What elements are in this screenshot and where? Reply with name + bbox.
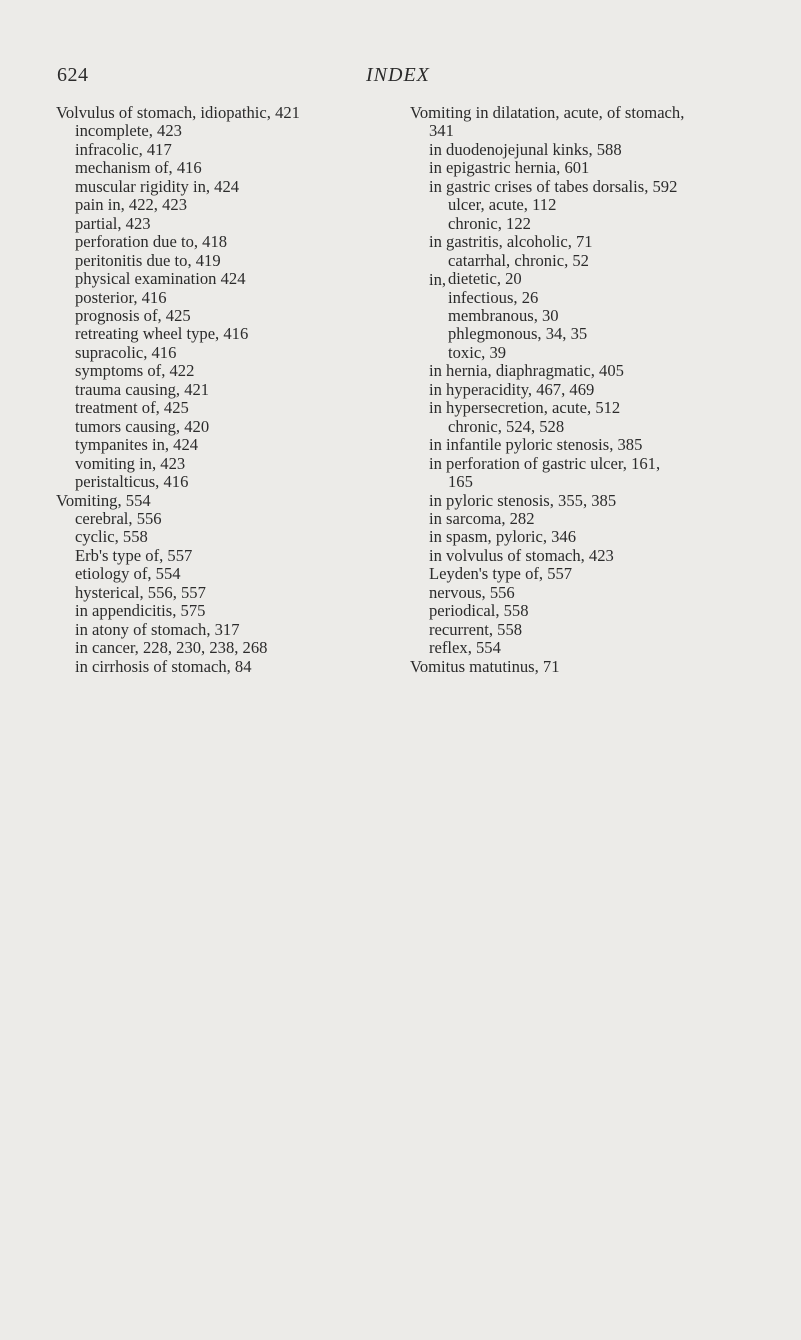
index-entry: in appendicitis, 575 xyxy=(75,601,206,621)
index-entry: in volvulus of stomach, 423 xyxy=(429,545,614,565)
index-entry: peristalticus, 416 xyxy=(75,472,189,492)
index-entry: nervous, 556 xyxy=(429,582,515,602)
index-entry: Volvulus of stomach, idiopathic, 421 xyxy=(56,103,300,122)
index-entry: pain in, 422, 423 xyxy=(75,195,187,215)
index-column-left xyxy=(56,104,386,676)
index-entry: dietetic, 20 xyxy=(448,269,522,289)
index-entry: partial, 423 xyxy=(75,213,151,233)
running-head: INDEX xyxy=(366,64,430,86)
index-entry: 341 xyxy=(429,121,454,141)
index-entry: peritonitis due to, 419 xyxy=(75,250,221,270)
index-entry: in atony of stomach, 317 xyxy=(75,619,240,639)
index-entry: 165 xyxy=(448,472,473,492)
index-entry: Vomitus matutinus, 71 xyxy=(410,656,560,676)
index-entry: periodical, 558 xyxy=(429,601,529,621)
index-entry: trauma causing, 421 xyxy=(75,379,210,399)
index-entry: Vomiting in dilatation, acute, of stomach, xyxy=(410,103,685,122)
index-column-right xyxy=(410,104,790,676)
index-entry: hysterical, 556, 557 xyxy=(75,582,206,602)
index-entry: chronic, 122 xyxy=(448,213,531,233)
index-entry: in sarcoma, 282 xyxy=(429,508,535,528)
index-entry: in gastritis, alcoholic, 71 xyxy=(429,232,593,252)
index-entry: in cirrhosis of stomach, 84 xyxy=(75,656,252,676)
index-entry: toxic, 39 xyxy=(448,342,507,362)
index-entry: Vomiting, 554 xyxy=(56,490,151,510)
index-entry: mechanism of, 416 xyxy=(75,158,202,178)
index-entry: ulcer, acute, 112 xyxy=(448,195,557,215)
index-entry: tumors causing, 420 xyxy=(75,416,210,436)
index-entry: in epigastric hernia, 601 xyxy=(429,158,590,178)
page-number: 624 xyxy=(57,64,89,86)
index-entry: in hypersecretion, acute, 512 xyxy=(429,398,621,418)
index-entry: treatment of, 425 xyxy=(75,398,189,418)
index-entry: cyclic, 558 xyxy=(75,527,148,547)
index-entry: posterior, 416 xyxy=(75,287,167,307)
index-entry: membranous, 30 xyxy=(448,305,559,325)
index-entry: retreating wheel type, 416 xyxy=(75,324,249,344)
index-entry: supracolic, 416 xyxy=(75,342,177,362)
index-entry: in hyperacidity, 467, 469 xyxy=(429,379,595,399)
index-entry: in gastric crises of tabes dorsalis, 592 xyxy=(429,176,678,196)
index-entry: in pyloric stenosis, 355, 385 xyxy=(429,490,617,510)
index-entry: incomplete, 423 xyxy=(75,121,182,141)
index-entry: in perforation of gastric ulcer, 161, xyxy=(429,453,661,473)
index-entry: in hernia, diaphragmatic, 405 xyxy=(429,361,624,381)
index-entry: phlegmonous, 34, 35 xyxy=(448,324,588,344)
index-entry: symptoms of, 422 xyxy=(75,361,195,381)
index-entry: in duodenojejunal kinks, 588 xyxy=(429,139,622,159)
index-entry: Leyden's type of, 557 xyxy=(429,564,573,584)
index-entry: Erb's type of, 557 xyxy=(75,545,193,565)
index-entry: in spasm, pyloric, 346 xyxy=(429,527,577,547)
index-entry: reflex, 554 xyxy=(429,638,501,658)
index-line-continuation: in, xyxy=(429,270,447,289)
index-entry: vomiting in, 423 xyxy=(75,453,186,473)
index-entry: catarrhal, chronic, 52 xyxy=(448,250,589,270)
index-entry: tympanites in, 424 xyxy=(75,435,199,455)
index-entry: infectious, 26 xyxy=(448,287,539,307)
index-entry: etiology of, 554 xyxy=(75,564,181,584)
index-entry: muscular rigidity in, 424 xyxy=(75,176,240,196)
index-entry: infracolic, 417 xyxy=(75,139,172,159)
index-entry: physical examination 424 xyxy=(75,269,246,289)
index-entry: in infantile pyloric stenosis, 385 xyxy=(429,435,643,455)
index-entry: in cancer, 228, 230, 238, 268 xyxy=(75,638,268,658)
index-entry: chronic, 524, 528 xyxy=(448,416,565,436)
index-entry: cerebral, 556 xyxy=(75,508,162,528)
index-entry: perforation due to, 418 xyxy=(75,232,228,252)
index-entry: recurrent, 558 xyxy=(429,619,523,639)
index-entry: prognosis of, 425 xyxy=(75,305,191,325)
